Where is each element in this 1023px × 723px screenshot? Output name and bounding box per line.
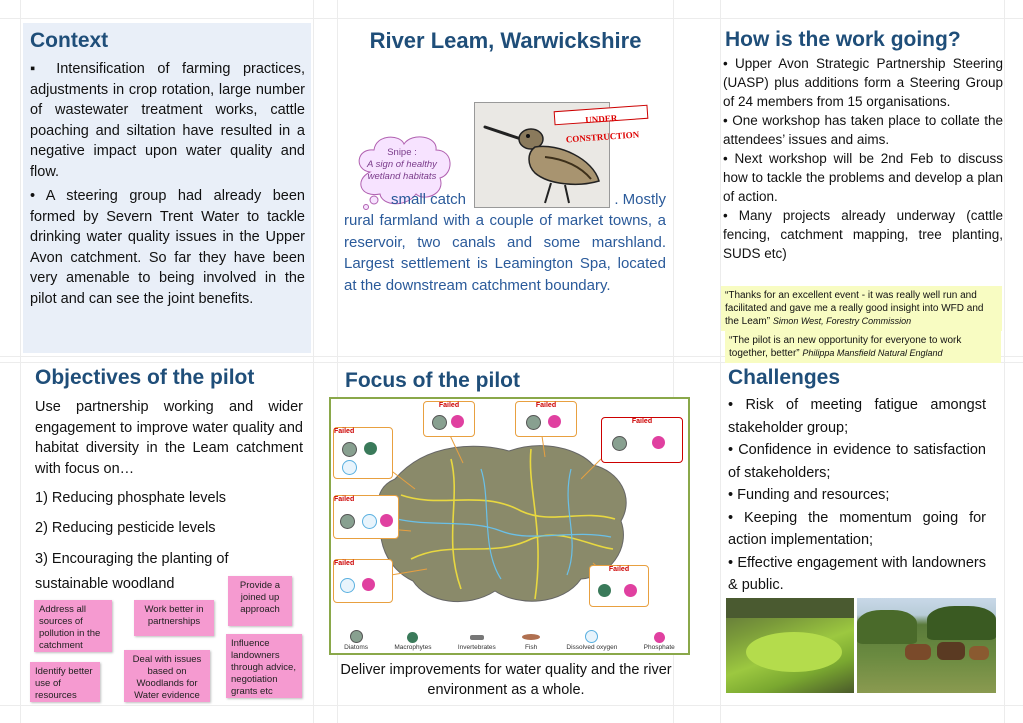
progress-list bbox=[723, 54, 1003, 263]
dissolved-oxygen-icon bbox=[342, 460, 357, 475]
dissolved-oxygen-icon bbox=[585, 630, 598, 643]
diatoms-icon bbox=[432, 415, 447, 430]
river-desc-mid: . Mostly bbox=[614, 191, 666, 208]
progress-title: How is the work going? bbox=[725, 28, 961, 51]
macrophytes-icon bbox=[364, 442, 377, 455]
legend-label: Fish bbox=[524, 644, 538, 651]
quote-forestry bbox=[721, 286, 1002, 331]
phosphate-icon bbox=[624, 584, 637, 597]
site-status: Failed bbox=[334, 496, 355, 503]
site-status: Failed bbox=[631, 418, 653, 425]
sticky-note: Influence landowners through advice, negotiation grants etc bbox=[226, 634, 302, 698]
macrophytes-icon bbox=[598, 584, 611, 597]
sticky-note: Identify better use of resources bbox=[30, 662, 100, 702]
legend-item bbox=[344, 630, 368, 651]
progress-item: • One workshop has taken place to collate the attendees’ issues and aims. bbox=[723, 113, 1003, 147]
quote-text: “Thanks for an excellent event - it was really well run and facilitated and gave me a really good insight into WFD and the Leam” bbox=[725, 290, 984, 327]
snipe-caption bbox=[352, 147, 452, 183]
legend-item bbox=[522, 632, 540, 651]
snipe-note: wetland habitats bbox=[367, 171, 437, 182]
focus-caption: Deliver improvements for water quality and the river environment as a whole. bbox=[340, 662, 672, 698]
invertebrates-icon bbox=[470, 635, 484, 640]
site-callout bbox=[515, 401, 577, 437]
challenges-list bbox=[728, 394, 986, 597]
diatoms-icon bbox=[612, 436, 627, 451]
objective-item: 1) Reducing phosphate levels bbox=[35, 490, 227, 506]
context-paragraph: ▪ Intensification of farming practices, adjustments in crop rotation, large number of wastewater treatment works, cattle poaching and siltation have resulted in a negative impact upon water quality and flow. bbox=[30, 61, 305, 180]
diatoms-icon bbox=[350, 630, 363, 643]
context-panel bbox=[23, 23, 311, 353]
sticky-note: Provide a joined up approach bbox=[228, 576, 292, 626]
quote-natural-england bbox=[725, 331, 1001, 363]
macrophytes-icon bbox=[407, 632, 418, 643]
legend-label: Macrophytes bbox=[394, 644, 432, 651]
map-legend bbox=[331, 627, 688, 651]
catchment-map-figure bbox=[329, 397, 690, 655]
legend-label: Dissolved oxygen bbox=[566, 644, 618, 651]
legend-item bbox=[566, 630, 617, 651]
site-status: Failed bbox=[334, 560, 355, 567]
cattle-field-photo bbox=[857, 598, 996, 693]
objectives-intro: Use partnership working and wider engagement to improve water quality and habitat diversity in the Leam catchment with focus on… bbox=[35, 399, 303, 477]
phosphate-icon bbox=[451, 415, 464, 428]
river-panel bbox=[338, 23, 673, 353]
phosphate-icon bbox=[652, 436, 665, 449]
progress-item: • Many projects already underway (cattle fencing, catchment mapping, tree planting, SUDS etc) bbox=[723, 208, 1003, 261]
quote-author: Philippa Mansfield Natural England bbox=[802, 348, 943, 358]
phosphate-icon bbox=[362, 578, 375, 591]
site-status: Failed bbox=[334, 428, 355, 435]
snipe-name: Snipe : bbox=[387, 147, 417, 158]
diatoms-icon bbox=[526, 415, 541, 430]
progress-item: • Next workshop will be 2nd Feb to discuss how to tackle the problems and develop a plan of action. bbox=[723, 151, 1003, 204]
challenge-item: • Funding and resources; bbox=[728, 487, 890, 503]
context-title: Context bbox=[30, 29, 109, 52]
sticky-note: Work better in partnerships bbox=[134, 600, 214, 636]
river-title: River Leam, Warwickshire bbox=[369, 28, 642, 53]
progress-item: • Upper Avon Strategic Partnership Steering (UASP) plus additions form a Steering Group of 24 members from 15 organisations. bbox=[723, 56, 1003, 109]
legend-label: Invertebrates bbox=[457, 644, 496, 651]
phosphate-icon bbox=[380, 514, 393, 527]
river-description bbox=[344, 189, 670, 296]
fish-icon bbox=[522, 634, 540, 640]
site-callout bbox=[333, 559, 393, 603]
phosphate-icon bbox=[654, 632, 665, 643]
progress-panel bbox=[723, 23, 1003, 357]
legend-item bbox=[394, 632, 431, 651]
challenge-item: • Risk of meeting fatigue amongst stakeholder group; bbox=[728, 397, 986, 436]
legend-item bbox=[458, 632, 496, 651]
site-callout bbox=[589, 565, 649, 607]
legend-label: Diatoms bbox=[344, 644, 368, 651]
site-callout bbox=[333, 495, 399, 539]
objective-item: 3) Encouraging the planting of sustainable woodland bbox=[35, 551, 229, 592]
challenge-item: • Effective engagement with landowners & public. bbox=[728, 554, 986, 593]
snipe-note: A sign of healthy bbox=[367, 159, 437, 170]
diatoms-icon bbox=[340, 514, 355, 529]
focus-title: Focus of the pilot bbox=[345, 369, 520, 392]
under-construction-label: UNDER CONSTRUCTION bbox=[565, 112, 640, 145]
objective-item: 2) Reducing pesticide levels bbox=[35, 519, 216, 536]
site-status: Failed bbox=[608, 566, 630, 573]
quote-author: Simon West, Forestry Commission bbox=[772, 316, 912, 326]
phosphate-icon bbox=[548, 415, 561, 428]
quote-text: “The pilot is an new opportunity for everyone to work together, better” bbox=[729, 335, 962, 359]
site-callout bbox=[333, 427, 393, 479]
challenges-title: Challenges bbox=[728, 366, 841, 389]
legend-item bbox=[644, 632, 675, 651]
legend-label: Phosphate bbox=[643, 644, 675, 651]
site-callout bbox=[601, 417, 683, 463]
algae-river-photo bbox=[726, 598, 854, 693]
dissolved-oxygen-icon bbox=[362, 514, 377, 529]
objectives-title: Objectives of the pilot bbox=[35, 366, 255, 389]
site-status: Failed bbox=[438, 402, 460, 409]
river-desc-rest: rural farmland with a couple of market towns, a reservoir, two canals and some marshland. Largest settlement is Leamington Spa, located at the downstream catchment boundary. bbox=[344, 212, 666, 294]
site-status: Failed bbox=[535, 402, 557, 409]
context-paragraph: • A steering group had already been formed by Severn Trent Water to tackle drinking water quality issues in the Upper Avon catchment. So far they have been very amenable to being involved in the pilot and can see the joint benefits. bbox=[30, 188, 305, 307]
challenge-item: • Confidence in evidence to satisfaction of stakeholders; bbox=[728, 442, 986, 481]
river-desc-start: small catch bbox=[391, 191, 467, 208]
challenge-item: • Keeping the momentum going for action implementation; bbox=[728, 509, 986, 548]
challenges-panel bbox=[728, 366, 986, 596]
diatoms-icon bbox=[342, 442, 357, 457]
sticky-note: Address all sources of pollution in the catchment bbox=[34, 600, 112, 652]
sticky-note: Deal with issues based on Woodlands for Water evidence bbox=[124, 650, 210, 702]
site-callout bbox=[423, 401, 475, 437]
dissolved-oxygen-icon bbox=[340, 578, 355, 593]
